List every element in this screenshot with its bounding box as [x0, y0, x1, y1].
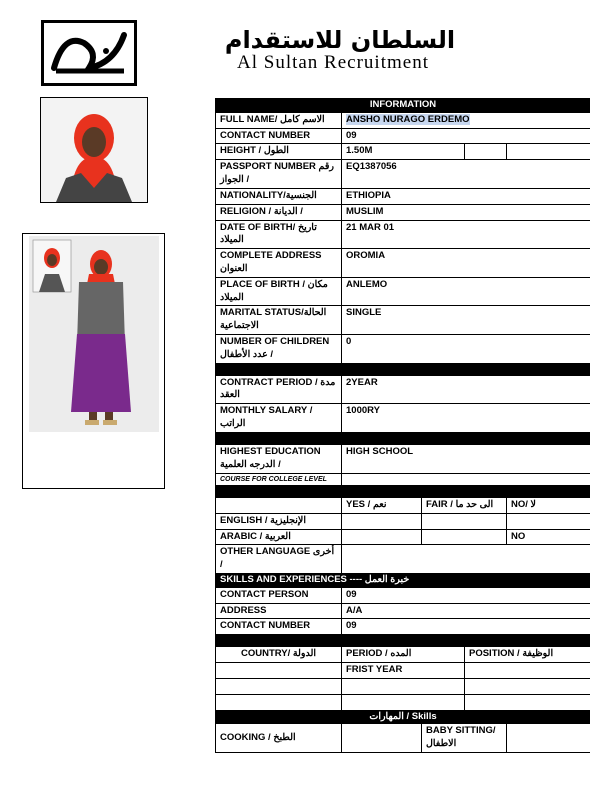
place-of-birth-value: ANLEMO: [342, 277, 590, 306]
contact-person-label: CONTACT PERSON: [216, 587, 342, 603]
first-year-value: FRIST YEAR: [342, 663, 465, 679]
contact-number-label: CONTACT NUMBER: [216, 128, 342, 144]
contract-label: CONTRACT PERIOD / مدة العقد: [216, 375, 342, 404]
address-value: OROMIA: [342, 249, 590, 278]
nationality-value: ETHIOPIA: [342, 188, 590, 204]
cooking-label: COOKING / الطبخ: [216, 724, 342, 753]
portrait-photo: [40, 97, 148, 203]
country-header: COUNTRY/ الدولة: [216, 647, 342, 663]
full-name-label: FULL NAME/ الاسم كامل: [216, 112, 342, 128]
contract-value: 2YEAR: [342, 375, 590, 404]
religion-label: RELIGION / الديانة /: [216, 204, 342, 220]
address2-label: ADDRESS: [216, 603, 342, 619]
contact-number-value: 09: [342, 128, 590, 144]
skills-experience-title: SKILLS AND EXPERIENCES ---- خبرة العمل: [216, 574, 590, 588]
lang-fair-header: FAIR / الى حد ما: [422, 497, 507, 513]
place-of-birth-label: PLACE OF BIRTH / مكان الميلاد: [216, 277, 342, 306]
contact-number2-value: 09: [342, 619, 590, 635]
marital-value: SINGLE: [342, 306, 590, 335]
children-value: 0: [342, 335, 590, 364]
dob-label: DATE OF BIRTH/ تاريخ الميلاد: [216, 220, 342, 249]
lang-yes-header: YES / نعم: [342, 497, 422, 513]
contact-person-value: 09: [342, 587, 590, 603]
company-logo: [41, 20, 137, 86]
salary-label: MONTHLY SALARY / الراتب: [216, 404, 342, 433]
passport-label: PASSPORT NUMBER رقم الجواز /: [216, 160, 342, 189]
english-label: ENGLISH / الإنجليزية: [216, 513, 342, 529]
info-title: INFORMATION: [216, 99, 590, 113]
marital-label: MARITAL STATUS/الحالة الاجتماعية: [216, 306, 342, 335]
nationality-label: NATIONALITY/الجنسية: [216, 188, 342, 204]
other-language-label: OTHER LANGUAGE أخرى /: [216, 545, 342, 574]
baby-sitting-label: BABY SITTING/ الاطفال: [422, 724, 507, 753]
full-body-photo: [22, 233, 165, 489]
course-value: [342, 473, 590, 485]
lang-no-header: NO/ لا: [507, 497, 590, 513]
course-label: COURSE FOR COLLEGE LEVEL: [216, 473, 342, 485]
passport-value: EQ1387056: [342, 160, 590, 189]
education-label: HIGHEST EDUCATION الدرجه العلمية /: [216, 444, 342, 473]
children-label: NUMBER OF CHILDREN عدد الأطفال /: [216, 335, 342, 364]
information-table: [215, 98, 590, 753]
arabic-no-value: NO: [507, 529, 590, 545]
brand-arabic: السلطان للاستقدام: [224, 26, 456, 54]
period-header: PERIOD / المده: [342, 647, 465, 663]
brand-english: Al Sultan Recruitment: [237, 52, 429, 73]
religion-value: MUSLIM: [342, 204, 590, 220]
full-name-value: ANSHO NURAGO ERDEMO: [346, 113, 470, 125]
contact-number2-label: CONTACT NUMBER: [216, 619, 342, 635]
skills-title: المهارات / Skills: [216, 710, 590, 724]
salary-value: 1000RY: [342, 404, 590, 433]
dob-value: 21 MAR 01: [342, 220, 590, 249]
address2-value: A/A: [342, 603, 590, 619]
height-value: 1.50M: [342, 144, 465, 160]
position-header: POSITION / الوظيفة: [465, 647, 590, 663]
address-label: COMPLETE ADDRESS العنوان: [216, 249, 342, 278]
education-value: HIGH SCHOOL: [342, 444, 590, 473]
arabic-label: ARABIC / العربية: [216, 529, 342, 545]
height-label: HEIGHT / الطول: [216, 144, 342, 160]
